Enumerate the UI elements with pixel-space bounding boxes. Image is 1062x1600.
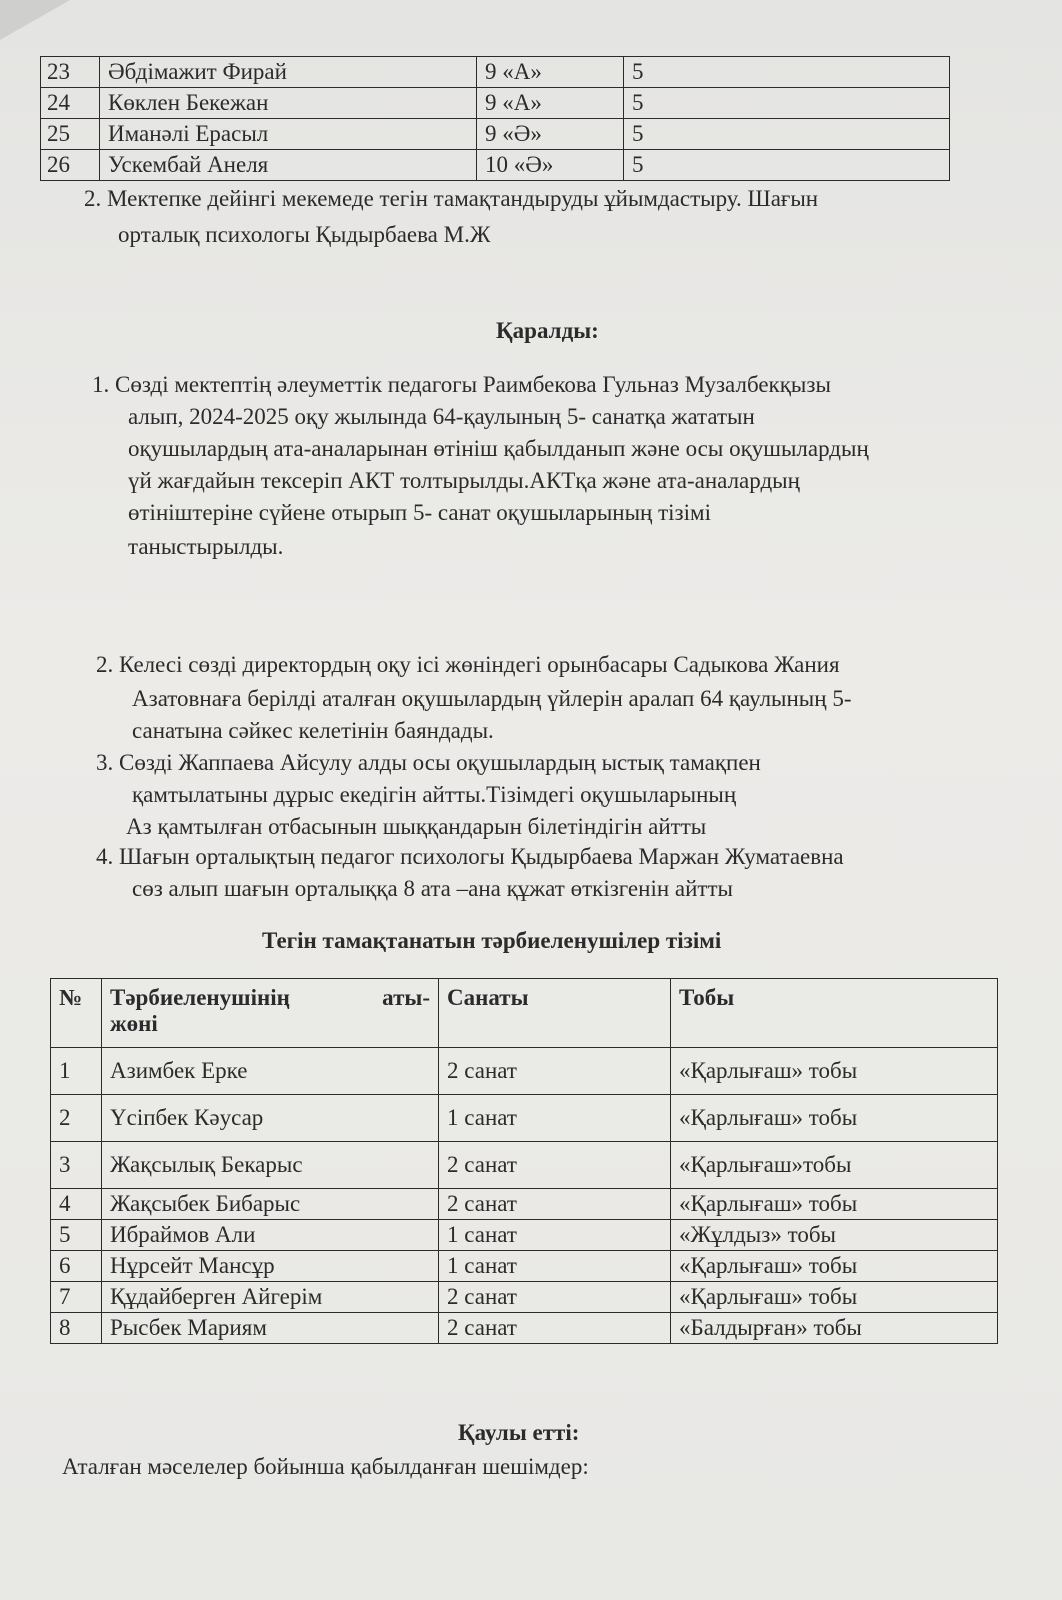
student-class: 9 «А»: [477, 57, 624, 88]
child-name: Азимбек Ерке: [102, 1048, 439, 1095]
row-number: 2: [51, 1095, 102, 1142]
child-name: Ибраймов Али: [102, 1220, 439, 1251]
para-1-line-2: алып, 2024-2025 оқу жылында 64-қаулының 5- санатқа жататын: [128, 404, 755, 429]
row-number: 3: [51, 1142, 102, 1189]
table-row: [51, 1251, 998, 1282]
group: «Қарлығаш» тобы: [671, 1251, 998, 1282]
category: 2 санат: [439, 1313, 671, 1344]
para-2-line-2: Азатовнаға берілді аталған оқушылардың үйлерін аралап 64 қаулының 5-: [132, 686, 852, 711]
category: 1 санат: [439, 1095, 671, 1142]
row-number: 5: [51, 1220, 102, 1251]
student-class: 10 «Ә»: [477, 150, 624, 181]
group: «Қарлығаш» тобы: [671, 1095, 998, 1142]
row-number: 24: [41, 88, 100, 119]
table-row: [51, 1142, 998, 1189]
row-number: 4: [51, 1189, 102, 1220]
student-category: 5: [624, 88, 950, 119]
category: 2 санат: [439, 1142, 671, 1189]
table-row: [41, 57, 950, 88]
para-1-line-1: 1. Сөзді мектептің әлеуметтік педагогы Раимбекова Гульназ Музалбекқызы: [92, 372, 831, 397]
group: «Қарлығаш»тобы: [671, 1142, 998, 1189]
para-1-line-3: оқушылардың ата-аналарынан өтініш қабылданып және осы оқушылардың: [128, 436, 869, 461]
group: «Қарлығаш» тобы: [671, 1282, 998, 1313]
child-name: Жақсылық Бекарыс: [102, 1142, 439, 1189]
section-heading-considered: Қаралды:: [496, 318, 599, 343]
child-name: Рысбек Мариям: [102, 1313, 439, 1344]
table-row: [51, 1048, 998, 1095]
para-3-line-1: 3. Сөзді Жаппаева Айсулу алды осы оқушылардың ыстық тамақпен: [96, 750, 761, 775]
group: «Қарлығаш» тобы: [671, 1048, 998, 1095]
group: «Балдырған» тобы: [671, 1313, 998, 1344]
para-2-line-1: 2. Келесі сөзді директордың оқу ісі жөніндегі орынбасары Садыкова Жания: [96, 652, 840, 677]
para-1-line-6: таныстырылды.: [128, 534, 284, 559]
header-number: №: [51, 979, 102, 1048]
table-row: [51, 1189, 998, 1220]
category: 2 санат: [439, 1189, 671, 1220]
category: 1 санат: [439, 1251, 671, 1282]
row-number: 23: [41, 57, 100, 88]
para-4-line-1: 4. Шағын орталықтың педагог психологы Қыдырбаева Маржан Жуматаевна: [96, 844, 844, 869]
child-name: Құдайберген Айгерім: [102, 1282, 439, 1313]
para-3-line-3: Аз қамтылған отбасынын шыққандарын білетіндігін айтты: [126, 814, 707, 839]
student-category: 5: [624, 119, 950, 150]
row-number: 6: [51, 1251, 102, 1282]
section-heading-resolved: Қаулы етті:: [458, 1420, 580, 1445]
table-header-row: [51, 979, 998, 1048]
table-row: [41, 150, 950, 181]
para-1-line-4: үй жағдайын тексеріп АКТ толтырылды.АКТқа және ата-аналардың: [128, 468, 800, 493]
child-name: Жақсыбек Бибарыс: [102, 1189, 439, 1220]
free-meals-table: [50, 978, 998, 1344]
table-row: [51, 1282, 998, 1313]
student-name: Әбдімажит Фирай: [100, 57, 477, 88]
category: 1 санат: [439, 1220, 671, 1251]
category: 2 санат: [439, 1282, 671, 1313]
group: «Қарлығаш» тобы: [671, 1189, 998, 1220]
row-number: 26: [41, 150, 100, 181]
para-1-line-5: өтініштеріне сүйене отырып 5- санат оқушыларының тізімі: [128, 500, 711, 525]
student-category: 5: [624, 150, 950, 181]
student-class: 9 «Ә»: [477, 119, 624, 150]
decisions-line: Аталған мәселелер бойынша қабылданған шешімдер:: [62, 1454, 589, 1479]
page-corner-shadow: [0, 0, 70, 40]
category: 2 санат: [439, 1048, 671, 1095]
header-category: Санаты: [439, 979, 671, 1048]
free-meals-list-title: Тегін тамақтанатын тәрбиеленушілер тізімі: [262, 928, 722, 953]
table-row: [51, 1220, 998, 1251]
item-2-line-2: орталық психологы Қыдырбаева М.Ж: [118, 222, 491, 247]
student-name: Ускембай Анеля: [100, 150, 477, 181]
para-4-line-2: сөз алып шағын орталыққа 8 ата –ана құжат өткізгенін айтты: [132, 876, 733, 901]
student-name: Көклен Бекежан: [100, 88, 477, 119]
header-group: Тобы: [671, 979, 998, 1048]
row-number: 1: [51, 1048, 102, 1095]
para-3-line-2: қамтылатыны дұрыс екедігін айтты.Тізімдегі оқушыларының: [132, 782, 737, 807]
header-child-name: Тәрбиеленушінің аты- жөні: [102, 979, 439, 1048]
student-name: Иманәлі Ерасыл: [100, 119, 477, 150]
group: «Жұлдыз» тобы: [671, 1220, 998, 1251]
table-row: [51, 1313, 998, 1344]
student-class: 9 «А»: [477, 88, 624, 119]
table-row: [41, 88, 950, 119]
para-2-line-3: санатына сәйкес келетінін баяндады.: [132, 718, 494, 743]
child-name: Нұрсейт Мансұр: [102, 1251, 439, 1282]
table-row: [51, 1095, 998, 1142]
item-2-line-1: 2. Мектепке дейінгі мекемеде тегін тамақтандыруды ұйымдастыру. Шағын: [84, 186, 819, 211]
child-name: Үсіпбек Кәусар: [102, 1095, 439, 1142]
row-number: 7: [51, 1282, 102, 1313]
student-category: 5: [624, 57, 950, 88]
table-row: [41, 119, 950, 150]
row-number: 25: [41, 119, 100, 150]
row-number: 8: [51, 1313, 102, 1344]
students-table-continued: [40, 56, 950, 181]
